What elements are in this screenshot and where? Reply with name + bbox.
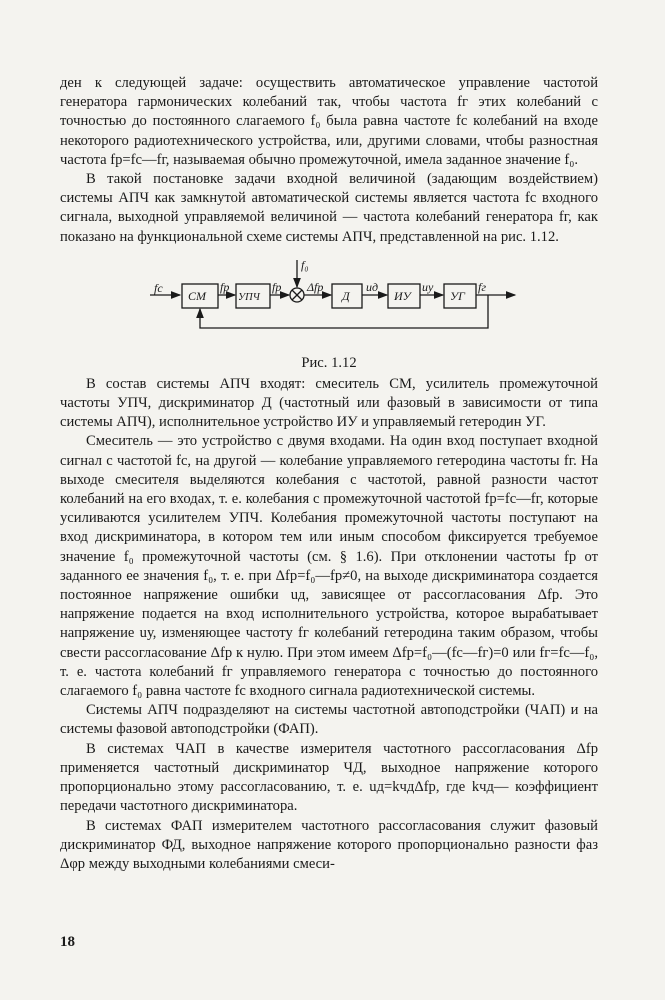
figure-caption: Рис. 1.12 (301, 354, 357, 371)
paragraph-2: В такой постановке задачи входной величиной (задающим воздействием) системы АПЧ как замкнутой автоматической системы является частота fс входного сигнала, выходной управляемой величиной — частота колебаний генератора fг, как показано на функциональной схеме системы АПЧ, представленной на рис. 1.12. (60, 171, 598, 245)
signal-f0: f₀ (301, 257, 309, 272)
paragraph-1: ден к следующей задаче: осуществить автоматическое управление частотой генератора гармонических колебаний так, чтобы частота fг этих колебаний с точностью до постоянного слагаемого f₀ была равна частоте fс колебаний на входе некоторого радиотехнического устройства, или, другими словами, чтобы разностная частота fр=fс—fг, называемая обычно промежуточной, имела заданное значение f₀. (60, 75, 598, 168)
label-d: Д (342, 288, 350, 303)
paragraph-5: Системы АПЧ подразделяют на системы частотной автоподстройки (ЧАП) и на системы фазовой автоподстройки (ФАП). (60, 702, 598, 738)
label-iu: ИУ (394, 288, 411, 303)
signal-dfp: Δfр (307, 279, 324, 294)
paragraph-7: В системах ФАП измерителем частотного рассогласования служит фазовый дискриминатор ФД, выходное напряжение которого пропорционально разности фаз Δφр между выходными колебаниями смеси- (60, 817, 598, 872)
figure-block-diagram (60, 255, 598, 375)
page-body (60, 74, 598, 874)
signal-ud: uд (366, 279, 379, 294)
page-number: 18 (60, 934, 75, 950)
signal-fc: fс (154, 280, 163, 295)
label-cm: СМ (188, 288, 206, 303)
signal-fg: fг (478, 279, 487, 294)
label-upch: УПЧ (238, 291, 260, 303)
paragraph-6: В системах ЧАП в качестве измерителя частотного рассогласования Δfр применяется частотный дискриминатор ЧД, выходное напряжение которого пропорционально этому рассогласованию, т. е. uд=kчдΔfр, где kчд— коэффициент передачи частотного дискриминатора. (60, 740, 598, 815)
label-ug: УГ (450, 288, 465, 303)
paragraph-3: В состав системы АПЧ входят: смеситель СМ, усилитель промежуточной частоты УПЧ, дискриминатор Д (частотный или фазовый в зависимости от типа системы АПЧ), исполнительное устройство ИУ и управляемый гетеродин УГ. (60, 375, 598, 431)
signal-fp2: fр (272, 279, 282, 294)
signal-fp1: fр (220, 279, 230, 294)
paragraph-4: Смеситель — это устройство с двумя входами. На один вход поступает входной сигнал с частотой fс, на другой — колебание управляемого гетеродина частоты fг. На выходе смесителя выделяются колебания с частотой, равной разности частот колебаний на его входах, т. е. колебания с промежуточной частотой fр=fс—fг, которые усиливаются усилителем УПЧ. Колебания промежуточной частоты поступают на вход дискриминатора, в котором тем или иным способом фиксируется требуемое значение f₀ промежуточной частоты (см. § 1.6). При отклонении частоты fр от заданного ее значения f₀, т. е. при Δfр=f₀—fр≠0, на выходе дискриминатора создается постоянное напряжение ошибки uд, зависящее от рассогласования Δfр. Это напряжение подается на вход исполнительного устройства, которое вырабатывает напряжение uу, изменяющее частоту fг колебаний гетеродина таким образом, чтобы свести рассогласование Δfр к нулю. При этом имеем Δfр=f₀—(fс—fг)=0 или fг=fс—f₀, т. е. частота колебаний fг управляемого генератора с точностью до постоянного слагаемого f₀ равна частоте fс входного сигнала радиотехнической системы. (60, 433, 598, 700)
signal-uu: uу (422, 279, 434, 294)
